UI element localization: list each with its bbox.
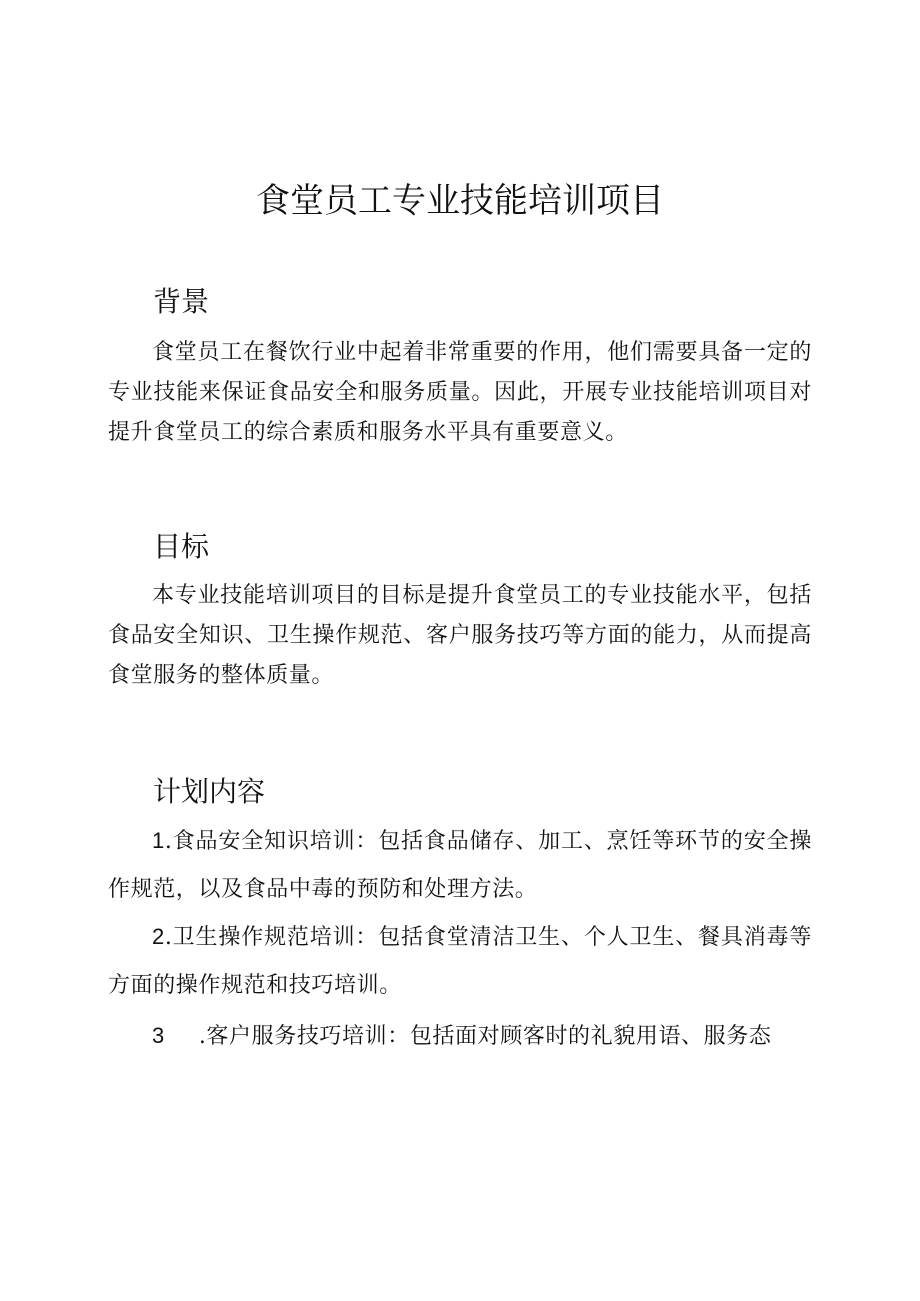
section-heading-plan: 计划内容	[153, 775, 266, 808]
plan-item	[108, 817, 812, 914]
plan-item-text: .食品安全知识培训：包括食品储存、加工、烹饪等环节的安全操作规范，以及食品中毒的预防和处理方法。	[108, 829, 812, 902]
plan-item-text: .客户服务技巧培训：包括面对顾客时的礼貌用语、服务态	[198, 1024, 772, 1049]
plan-item-number: 2	[152, 924, 165, 949]
plan-item	[108, 913, 812, 1010]
plan-item-number: 3	[152, 1023, 165, 1048]
plan-item-number: 1	[152, 828, 165, 853]
plan-item	[108, 1012, 812, 1061]
plan-item-text: .卫生操作规范培训：包括食堂清洁卫生、个人卫生、餐具消毒等方面的操作规范和技巧培训。	[108, 925, 812, 998]
document-title: 食堂员工专业技能培训项目	[256, 181, 664, 221]
section-paragraph-goal: 本专业技能培训项目的目标是提升食堂员工的专业技能水平，包括食品安全知识、卫生操作规范、客户服务技巧等方面的能力，从而提高食堂服务的整体质量。	[108, 583, 812, 688]
section-heading-background: 背景	[153, 285, 210, 318]
section-heading-goal: 目标	[153, 530, 210, 563]
section-paragraph-background: 食堂员工在餐饮行业中起着非常重要的作用，他们需要具备一定的专业技能来保证食品安全和服务质量。因此，开展专业技能培训项目对提升食堂员工的综合素质和服务水平具有重要意义。	[108, 340, 812, 445]
